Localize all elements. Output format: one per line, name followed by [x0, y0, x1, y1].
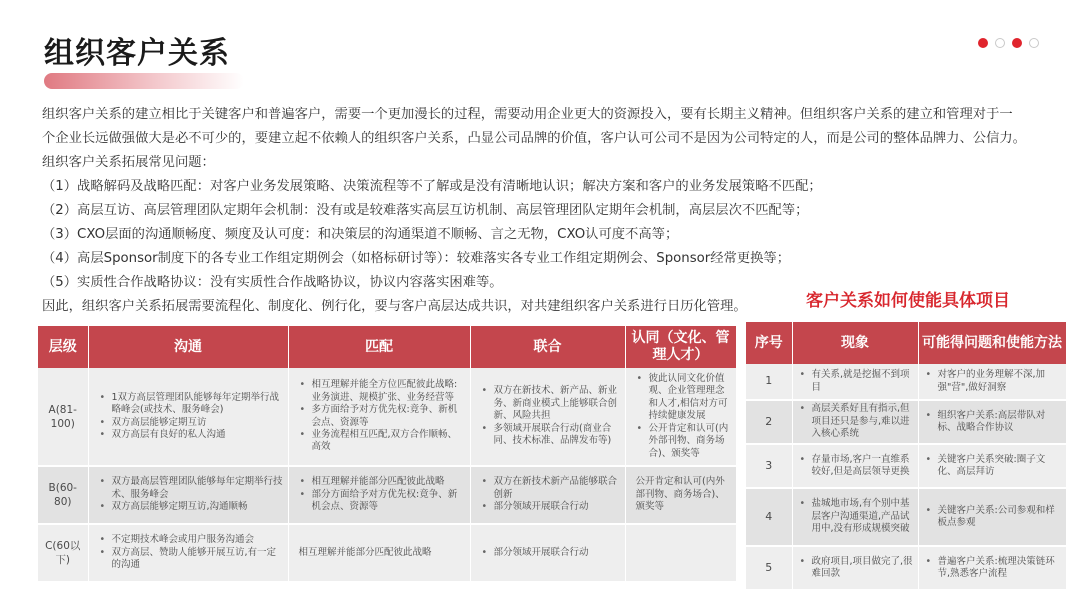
bullet-item: • 双方高层能够定期互访 [99, 417, 284, 429]
method-cell [918, 488, 1066, 546]
bullet-item: • 政府项目,项目做完了,很难回款 [799, 556, 914, 581]
index-cell: 4 [746, 488, 792, 546]
bullet-item: • 组织客户关系:高层带队对标、战略合作协议 [925, 410, 1062, 435]
joint-cell [470, 368, 625, 466]
match-cell [288, 368, 470, 466]
bullet-item: • 关键客户关系:公司参观和样板点参观 [925, 505, 1062, 530]
match-cell [288, 466, 470, 524]
table-row [746, 444, 1066, 488]
col-header-joint: 联合 [470, 326, 625, 368]
identity-cell [625, 466, 736, 524]
communication-cell [88, 368, 288, 466]
bullet-item: • 双方高层有良好的私人沟通 [99, 429, 284, 441]
match-text: 相互理解并能部分匹配彼此战略 [298, 546, 432, 558]
table-row [38, 368, 736, 466]
phenomenon-cell [792, 444, 918, 488]
page-dot-3[interactable] [1012, 38, 1022, 48]
match-cell [288, 524, 470, 582]
table-row [746, 400, 1066, 444]
col-header-identity: 认同（文化、管理人才） [625, 326, 736, 368]
phenomenon-cell [792, 546, 918, 590]
table-row [746, 546, 1066, 590]
intro-line-5: （2）高层互访、高层管理团队定期年会机制：没有或是较难落实高层互访机制、高层管理团队定期年会机制，高层层次不匹配等； [42, 203, 809, 218]
bullet-item: • 不定期技术峰会或用户服务沟通会 [99, 534, 284, 546]
identity-cell [625, 368, 736, 466]
page-indicator [978, 38, 1039, 48]
communication-cell [88, 466, 288, 524]
page-title: 组织客户关系 [44, 36, 230, 71]
level-cell: B(60-80) [38, 466, 88, 524]
bullet-item: • 部分方面给予对方优先权:竟争、新机会点、资源等 [299, 489, 466, 514]
page-dot-4[interactable] [1029, 38, 1039, 48]
bullet-item: • 对客户的业务理解不深,加强"营",做好洞察 [925, 369, 1062, 394]
col-header-index: 序号 [746, 322, 792, 364]
method-cell [918, 364, 1066, 400]
index-cell: 5 [746, 546, 792, 590]
intro-line-3: 组织客户关系拓展常见问题： [42, 155, 215, 170]
intro-line-8: （5）实质性合作战略协议：没有实质性合作战略协议，协议内容落实困难等。 [42, 275, 503, 290]
level-table [38, 326, 737, 583]
title-underline [44, 73, 244, 89]
col-header-method: 可能得问题和使能方法 [918, 322, 1066, 364]
case-table-header [746, 322, 1066, 364]
table-row [746, 364, 1066, 400]
bullet-item: • 关键客户关系突破:圈子文化、高层拜访 [925, 454, 1062, 479]
intro-line-1: 组织客户关系的建立相比于关键客户和普遍客户，需要一个更加漫长的过程，需要动用企业更大的资源投入，要有长期主义精神。但组织客户关系的建立和管理对于一 [42, 107, 1013, 122]
intro-line-4: （1）战略解码及战略匹配：对客户业务发展策略、决策流程等不了解或是没有清晰地认识；解决方案和客户的业务发展策略不匹配； [42, 179, 822, 194]
intro-line-2: 个企业长远做强做大是必不可少的，要建立起不依赖人的组织客户关系，凸显公司品牌的价值，客户认可公司不是因为公司特定的人，而是公司的整体品牌力、公信力。 [42, 131, 1026, 146]
table-row [38, 524, 736, 582]
level-table-header [38, 326, 736, 368]
bullet-item: • 多领域开展联合行动(商业合同、技术标准、品牌发布等) [481, 423, 621, 448]
bullet-item: • 双方在新技术新产品能够联合创新 [481, 476, 621, 501]
bullet-item: • 双方在新技术、新产品、新业务、新商业模式上能够联合创新、风险共担 [481, 385, 621, 422]
index-cell: 1 [746, 364, 792, 400]
bullet-item: • 双方高层、赞助人能够开展互访,有一定的沟通 [99, 547, 284, 572]
bullet-item: • 有关系,就是挖掘不到项目 [799, 369, 914, 394]
phenomenon-cell [792, 400, 918, 444]
bullet-item: • 公开肯定和认可(内外部刊物、商务场合)、颁奖等 [636, 423, 732, 460]
intro-line-7: （4）高层Sponsor制度下的各专业工作组定期例会（如格标研讨等）：较难落实各专业工作组定期例会、Sponsor经常更换等； [42, 251, 791, 266]
case-table [746, 322, 1067, 591]
table-row [746, 488, 1066, 546]
bullet-item: • 存量市场,客户一直维系较好,但是高层领导更换 [799, 454, 914, 479]
table-row [38, 466, 736, 524]
index-cell: 3 [746, 444, 792, 488]
bullet-item: • 相互理解并能部分匹配彼此战略 [299, 476, 466, 488]
phenomenon-cell [792, 364, 918, 400]
joint-cell [470, 524, 625, 582]
intro-line-6: （3）CXO层面的沟通顺畅度、频度及认可度：和决策层的沟通渠道不顺畅、言之无物，CXO认可度不高等； [42, 227, 679, 242]
col-header-communication: 沟通 [88, 326, 288, 368]
col-header-match: 匹配 [288, 326, 470, 368]
level-cell: A(81-100) [38, 368, 88, 466]
method-cell [918, 546, 1066, 590]
bullet-item: • 彼此认同文化价值观、企业管理理念和人才,相信对方可持续健康发展 [636, 373, 732, 423]
bullet-item: • 部分领域开展联合行动 [481, 501, 621, 513]
method-cell [918, 444, 1066, 488]
page-dot-1[interactable] [978, 38, 988, 48]
bullet-item: • 高层关系好且有指示,但项目还只是参与,难以进入核心系统 [799, 403, 914, 440]
communication-cell [88, 524, 288, 582]
identity-cell [625, 524, 736, 582]
index-cell: 2 [746, 400, 792, 444]
col-header-phenomenon: 现象 [792, 322, 918, 364]
col-header-level: 层级 [38, 326, 88, 368]
level-cell: C(60以下) [38, 524, 88, 582]
method-cell [918, 400, 1066, 444]
bullet-item: • 业务流程相互匹配,双方合作顺畅、高效 [299, 429, 466, 454]
joint-cell [470, 466, 625, 524]
bullet-item: • 普遍客户关系:梳理决策链环节,熟悉客户流程 [925, 556, 1062, 581]
identity-text: 公开肯定和认可(内外部刊物、商务场合)、颁奖等 [635, 476, 725, 513]
bullet-item: • 盐城地市场,有个别中基层客户沟通渠道,产品试用中,没有形成规模突破 [799, 498, 914, 535]
bullet-item: • 部分领域开展联合行动 [481, 547, 621, 559]
bullet-item: • 双方最高层管理团队能够每年定期举行技术、服务峰会 [99, 476, 284, 501]
page-dot-2[interactable] [995, 38, 1005, 48]
bullet-item: • 双方高层能够定期互访,沟通顺畅 [99, 501, 284, 513]
bullet-item: • 1双方高层管理团队能够每年定期举行战略峰会(或技术、服务峰会) [99, 392, 284, 417]
intro-line-9: 因此，组织客户关系拓展需要流程化、制度化、例行化，要与客户高层达成共识，对共建组织客户关系进行日历化管理。 [42, 299, 747, 314]
right-table-title: 客户关系如何使能具体项目 [806, 291, 1010, 311]
bullet-item: • 多方面给予对方优先权:竟争、新机会点、资源等 [299, 404, 466, 429]
bullet-item: • 相互理解并能全方位匹配彼此战略:业务演进、规模扩张、业务经营等 [299, 379, 466, 404]
phenomenon-cell [792, 488, 918, 546]
